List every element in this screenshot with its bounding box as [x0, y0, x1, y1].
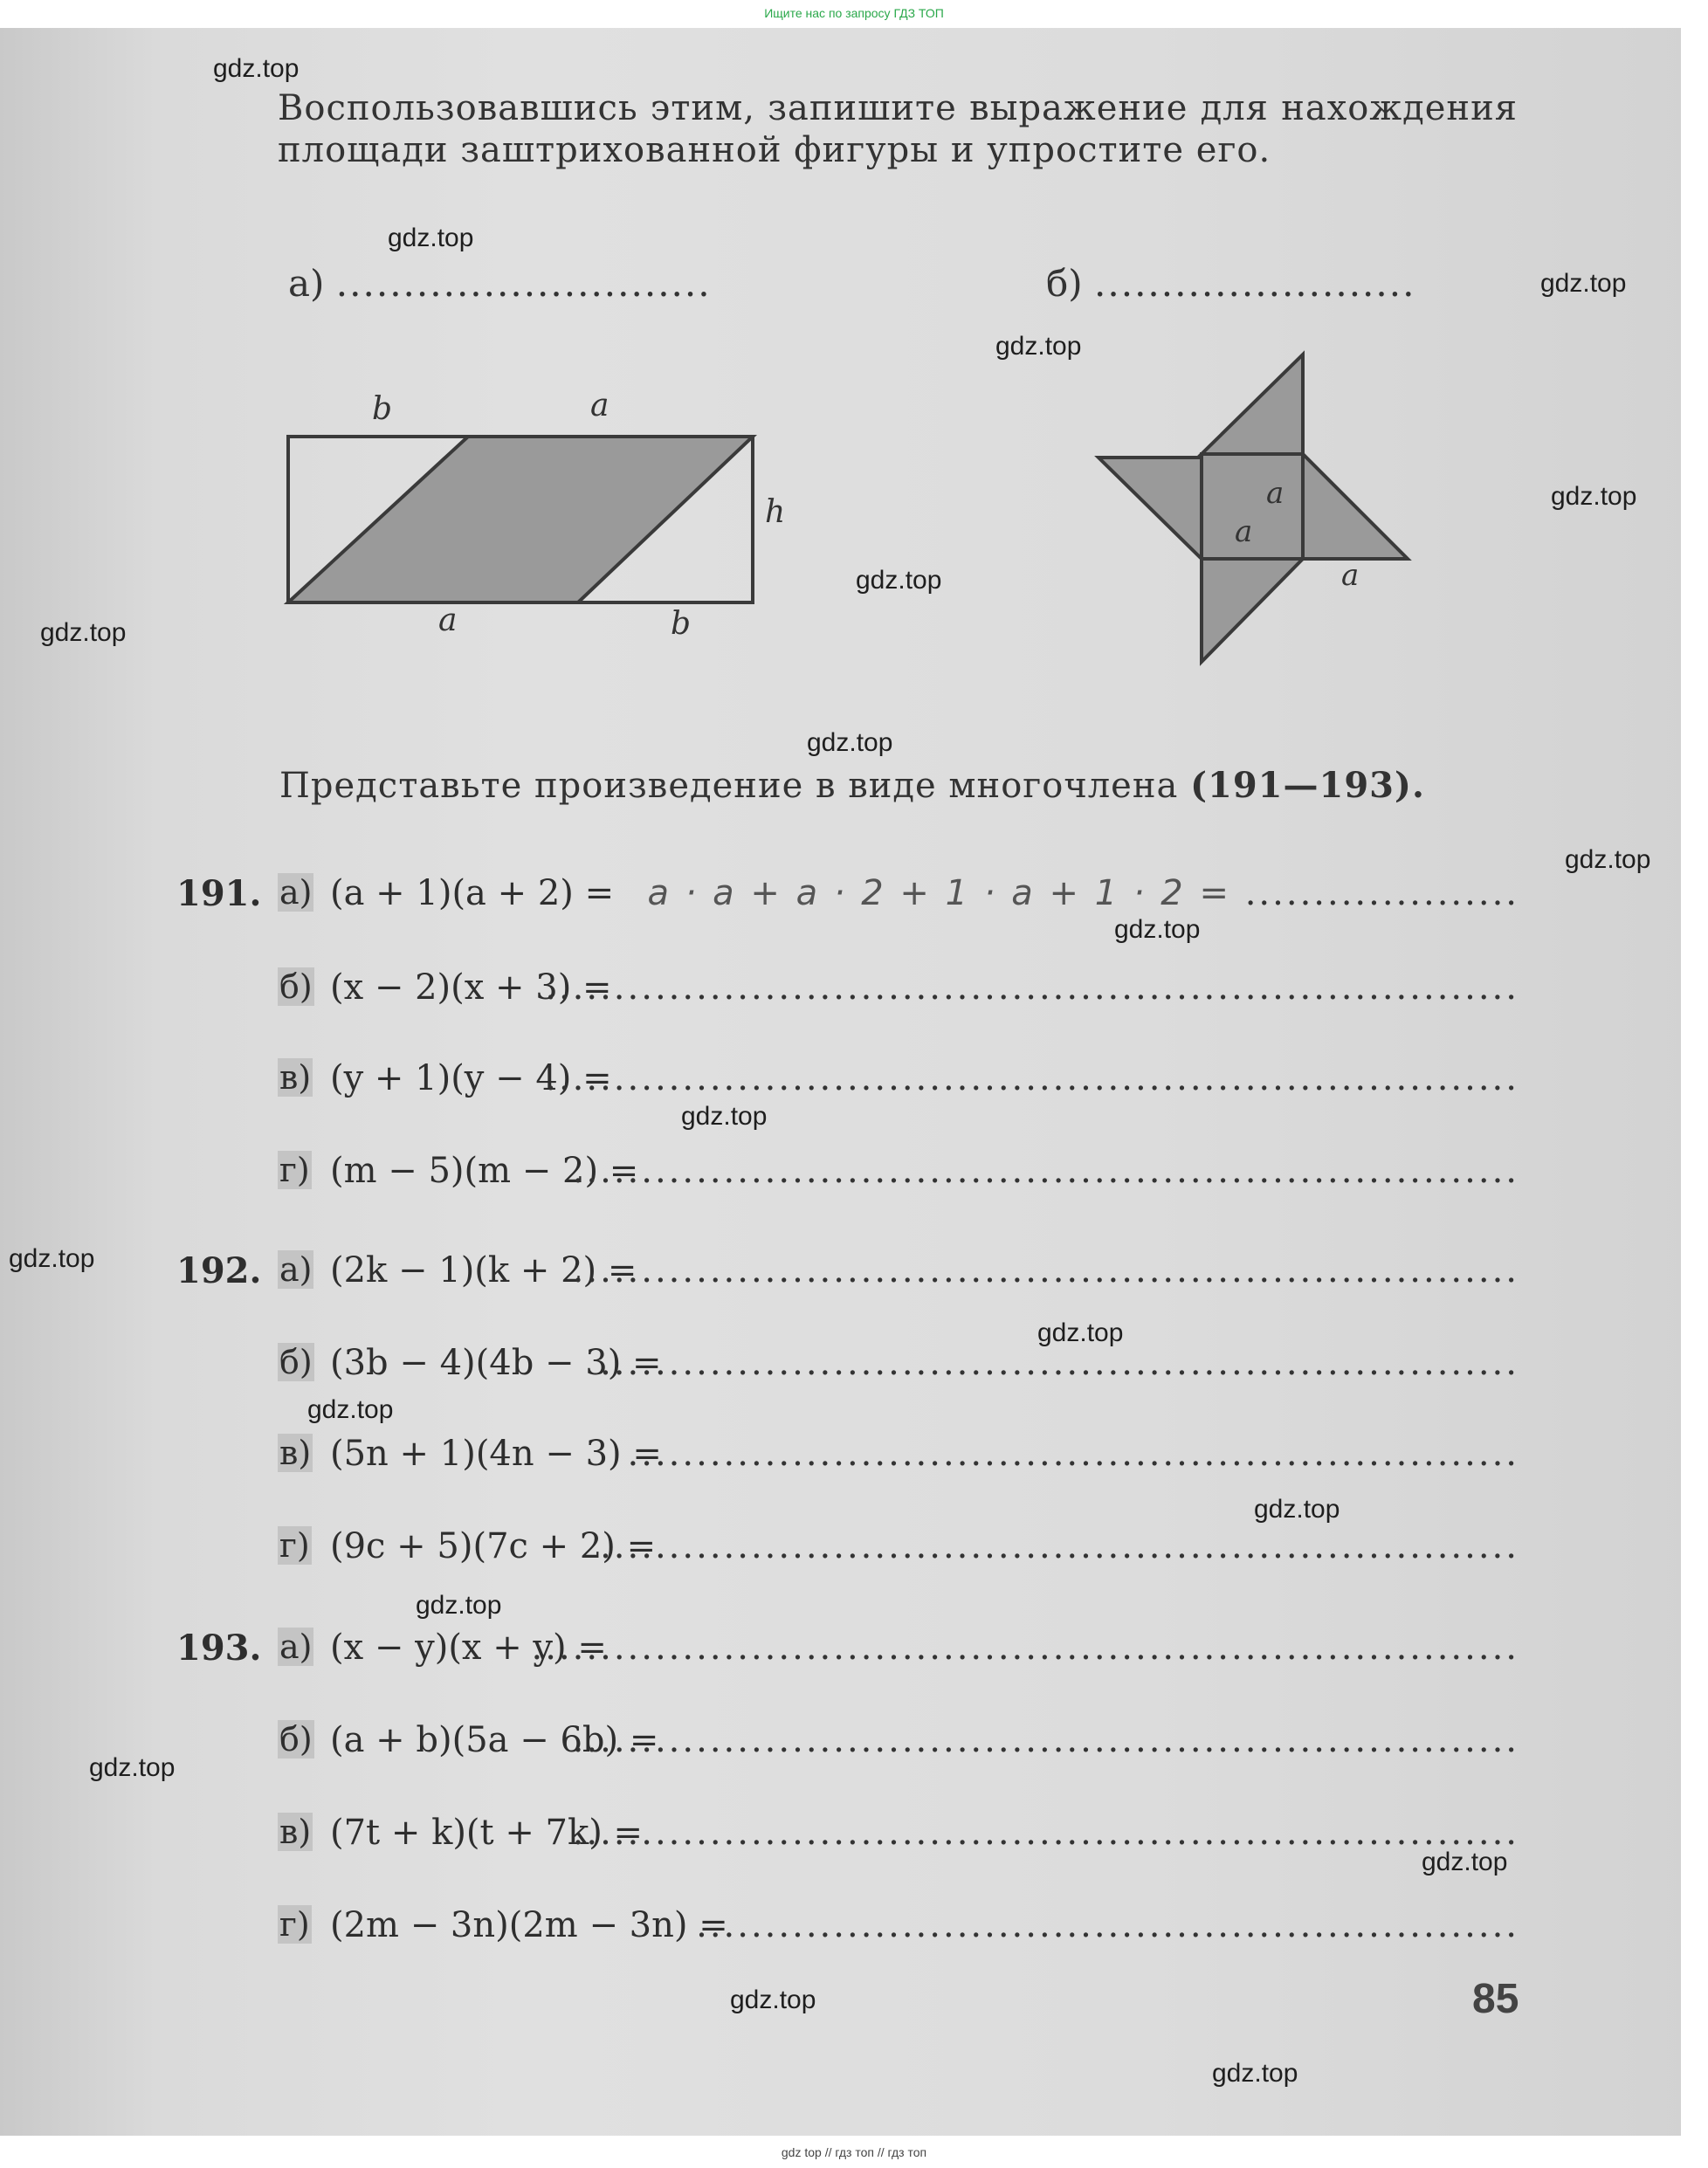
exercise-row	[175, 873, 1519, 926]
exercise-answer-area[interactable]	[573, 1250, 1519, 1290]
answer-dotted-line: ...................................................................	[600, 1343, 1519, 1383]
exercise-answer-area[interactable]	[647, 873, 1519, 913]
exercise-row	[175, 1151, 1519, 1203]
answer-dotted-line: .....................................................................	[572, 1250, 1519, 1290]
exercise-expression: (5n + 1)(4n − 3) =	[330, 1434, 662, 1474]
part-a-letter: а)	[288, 262, 325, 305]
figure-b-right-triangle	[1303, 454, 1408, 559]
exercise-answer-area[interactable]	[545, 1058, 1519, 1098]
figure-a-parallelogram	[288, 437, 753, 602]
figure-b-top-triangle	[1202, 354, 1303, 454]
exercise-answer-area[interactable]	[573, 1813, 1519, 1853]
answer-dotted-line: .......................................................................	[545, 967, 1519, 1008]
part-a-label	[288, 262, 712, 305]
exercise-answer-area[interactable]	[573, 1151, 1519, 1191]
part-b-label	[1046, 262, 1415, 305]
exercise-letter: а)	[279, 1250, 313, 1289]
watermark: gdz.top	[681, 1102, 768, 1131]
exercise-row	[175, 1250, 1519, 1303]
figure-b-label-3: a	[1341, 558, 1360, 593]
exercise-letter: г)	[279, 1526, 310, 1565]
watermark: gdz.top	[995, 332, 1082, 361]
exercise-row	[175, 1434, 1519, 1486]
watermark: gdz.top	[1422, 1848, 1508, 1876]
exercise-answer-area[interactable]	[600, 1343, 1519, 1383]
watermark: gdz.top	[856, 566, 942, 595]
section-title-range: (191—193).	[1190, 765, 1425, 806]
exercise-row	[175, 1628, 1519, 1680]
watermark: gdz.top	[1565, 845, 1651, 874]
exercise-letter: а)	[279, 1628, 313, 1666]
exercise-row	[175, 1905, 1519, 1958]
figure-b	[1083, 341, 1432, 672]
answer-dotted-line: .....................................................................	[572, 1720, 1519, 1760]
exercise-letter: а)	[279, 873, 313, 912]
figure-b-label-1: a	[1266, 476, 1284, 511]
exercise-row	[175, 967, 1519, 1020]
exercise-letter: в)	[279, 1058, 312, 1097]
watermark: gdz.top	[307, 1395, 394, 1424]
exercise-row	[175, 1720, 1519, 1772]
answer-dotted-line: .....................................................................	[572, 1151, 1519, 1191]
exercise-answer-area[interactable]	[628, 1434, 1519, 1474]
part-a-answer-line: ............................	[335, 262, 712, 305]
section-title-text: Представьте произведение в виде многочлена	[279, 766, 1179, 806]
watermark: gdz.top	[388, 224, 474, 252]
watermark: gdz.top	[9, 1244, 95, 1273]
top-banner[interactable]: Ищите нас по запросу ГДЗ ТОП	[764, 6, 944, 20]
answer-dotted-line: ....................	[1244, 873, 1519, 913]
watermark: gdz.top	[730, 1986, 816, 2014]
exercise-expression: (7t + k)(t + 7k) =	[330, 1813, 644, 1853]
exercise-answer-area[interactable]	[600, 1526, 1519, 1566]
figure-b-bottom-triangle	[1202, 559, 1303, 662]
answer-dotted-line: ............................................................	[696, 1905, 1519, 1945]
watermark: gdz.top	[1037, 1318, 1124, 1347]
part-b-letter: б)	[1046, 262, 1083, 305]
answer-dotted-line: .......................................................................	[545, 1058, 1519, 1098]
exercise-expression: (y + 1)(y − 4) =	[330, 1058, 612, 1098]
figure-a-top-right-label: a	[590, 388, 610, 423]
figure-a-side-label: h	[765, 494, 786, 530]
exercise-expression: (2k − 1)(k + 2) =	[330, 1250, 637, 1290]
bottom-banner[interactable]: gdz top // гдз топ // гдз топ	[781, 2145, 927, 2159]
exercise-answer-area[interactable]	[696, 1905, 1519, 1945]
exercise-expression: (9c + 5)(7c + 2) =	[330, 1526, 657, 1566]
exercise-expression: (x − y)(x + y) =	[330, 1628, 607, 1668]
exercise-row	[175, 1526, 1519, 1579]
exercise-expression: (3b − 4)(4b − 3) =	[330, 1343, 662, 1383]
exercise-expression: (a + 1)(a + 2) =	[330, 873, 615, 913]
exercise-letter: г)	[279, 1151, 310, 1189]
exercise-letter: б)	[279, 1720, 313, 1758]
exercise-letter: г)	[279, 1905, 310, 1944]
exercise-number: 192.	[176, 1250, 262, 1291]
exercise-letter: б)	[279, 1343, 313, 1381]
figure-a	[262, 375, 821, 664]
intro-text: Воспользовавшись этим, запишите выражение для нахождения площади заштрихованной фигуры и упростите его.	[278, 88, 1518, 170]
exercise-number: 193.	[176, 1628, 262, 1669]
part-b-answer-line: ........................	[1094, 262, 1416, 305]
section-title	[279, 765, 1425, 806]
exercise-letter: в)	[279, 1813, 312, 1851]
exercise-answer-area[interactable]	[545, 967, 1519, 1008]
figure-a-bottom-right-label: b	[671, 606, 692, 642]
answer-dotted-line: .....................................................................	[572, 1813, 1519, 1853]
watermark: gdz.top	[1254, 1495, 1340, 1524]
page-edge	[1681, 28, 1708, 2136]
page-number: 85	[1472, 1976, 1519, 2022]
watermark: gdz.top	[1212, 2059, 1298, 2088]
figure-a-bottom-left-label: a	[438, 602, 458, 638]
exercise-answer-area[interactable]	[573, 1720, 1519, 1760]
answer-dotted-line: ........................................................................	[531, 1628, 1519, 1668]
figure-b-left-triangle	[1098, 458, 1202, 559]
exercise-expression: (2m − 3n)(2m − 3n) =	[330, 1905, 728, 1945]
answer-dotted-line: .................................................................	[627, 1434, 1519, 1474]
exercise-number: 191.	[176, 873, 262, 914]
watermark: gdz.top	[40, 618, 127, 647]
watermark: gdz.top	[89, 1753, 176, 1782]
exercise-letter: в)	[279, 1434, 312, 1472]
figure-b-label-2: a	[1235, 514, 1253, 549]
watermark: gdz.top	[1540, 269, 1627, 298]
exercise-expression: (a + b)(5a − 6b) =	[330, 1720, 659, 1760]
watermark: gdz.top	[807, 728, 893, 757]
exercise-row	[175, 1343, 1519, 1395]
exercise-letter: б)	[279, 967, 313, 1006]
exercise-expression: (x − 2)(x + 3) =	[330, 967, 612, 1008]
exercise-expression: (m − 5)(m − 2) =	[330, 1151, 639, 1191]
watermark: gdz.top	[1114, 915, 1201, 944]
figure-a-top-left-label: b	[372, 391, 393, 427]
watermark: gdz.top	[1551, 482, 1637, 511]
exercise-row	[175, 1058, 1519, 1111]
handwritten-answer: a · a + a · 2 + 1 · a + 1 · 2 =	[647, 873, 1231, 913]
answer-dotted-line: ...................................................................	[600, 1526, 1519, 1566]
exercise-answer-area[interactable]	[532, 1628, 1519, 1668]
watermark: gdz.top	[416, 1591, 502, 1620]
exercise-row	[175, 1813, 1519, 1865]
watermark: gdz.top	[213, 54, 300, 83]
